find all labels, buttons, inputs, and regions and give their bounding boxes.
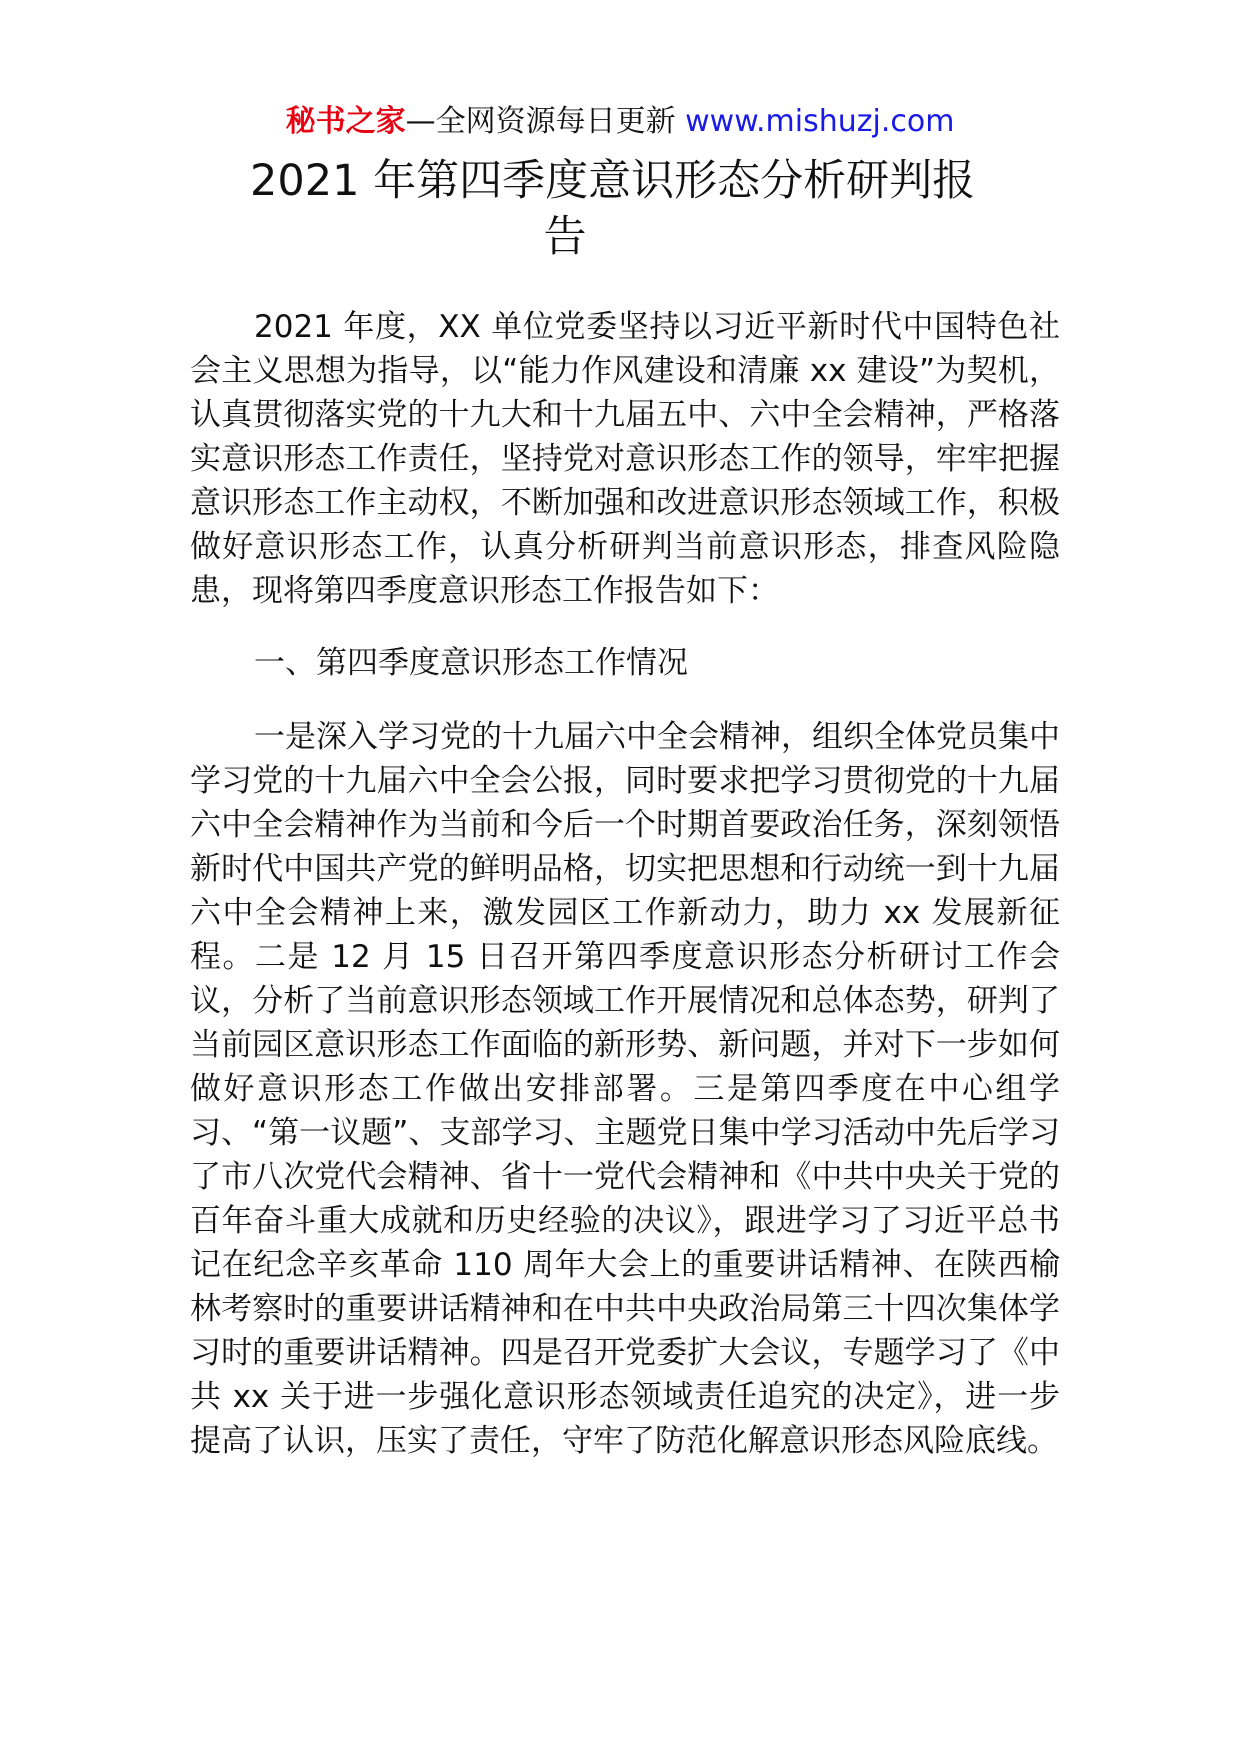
watermark-banner <box>0 100 1240 144</box>
paragraph-intro: 2021 年度，XX 单位党委坚持以习近平新时代中国特色社会主义思想为指导，以“能力作风建设和清廉 xx 建设”为契机，认真贯彻落实党的十九大和十九届五中、六中全会精神，严格落实意识形态工作责任，坚持党对意识形态工作的领导，牢牢把握意识形态工作主动权，不断加强和改进意识形态领域工作，积极做好意识形态工作，认真分析研判当前意识形态，排查风险隐患，现将第四季度意识形态工作报告如下： <box>190 309 1060 609</box>
title-line-1: 2021 年第四季度意识形态分析研判报 <box>250 156 976 206</box>
document-body <box>190 305 1060 1463</box>
title-line-2: 告 <box>543 212 587 262</box>
paragraph-section-1: 一是深入学习党的十九届六中全会精神，组织全体党员集中学习党的十九届六中全会公报，同时要求把学习贯彻党的十九届六中全会精神作为当前和今后一个时期首要政治任务，深刻领悟新时代中国共产党的鲜明品格，切实把思想和行动统一到十九届六中全会精神上来，激发园区工作新动力，助力 xx 发展新征程。二是 12 月 15 日召开第四季度意识形态分析研讨工作会议，分析了当前意识形态领域工作开展情况和总体态势，研判了当前园区意识形态工作面临的新形势、新问题，并对下一步如何做好意识形态工作做出安排部署。三是第四季度在中心组学习、“第一议题”、支部学习、主题党日集中学习活动中先后学习了市八次党代会精神、省十一党代会精神和《中共中央关于党的百年奋斗重大成就和历史经验的决议》，跟进学习了习近平总书记在纪念辛亥革命 110 周年大会上的重要讲话精神、在陕西榆林考察时的重要讲话精神和在中共中央政治局第三十四次集体学习时的重要讲话精神。四是召开党委扩大会议，专题学习了《中共 xx 关于进一步强化意识形态领域责任追究的决定》，进一步提高了认识，压实了责任，守牢了防范化解意识形态风险底线。 <box>190 719 1060 1459</box>
banner-brand: 秘书之家 <box>285 104 406 139</box>
banner-slogan: —全网资源每日更新 <box>405 104 676 139</box>
document-title <box>250 153 1080 265</box>
banner-url-link[interactable]: www.mishuzj.com <box>685 104 955 139</box>
section-heading-1: 一、第四季度意识形态工作情况 <box>254 645 688 681</box>
